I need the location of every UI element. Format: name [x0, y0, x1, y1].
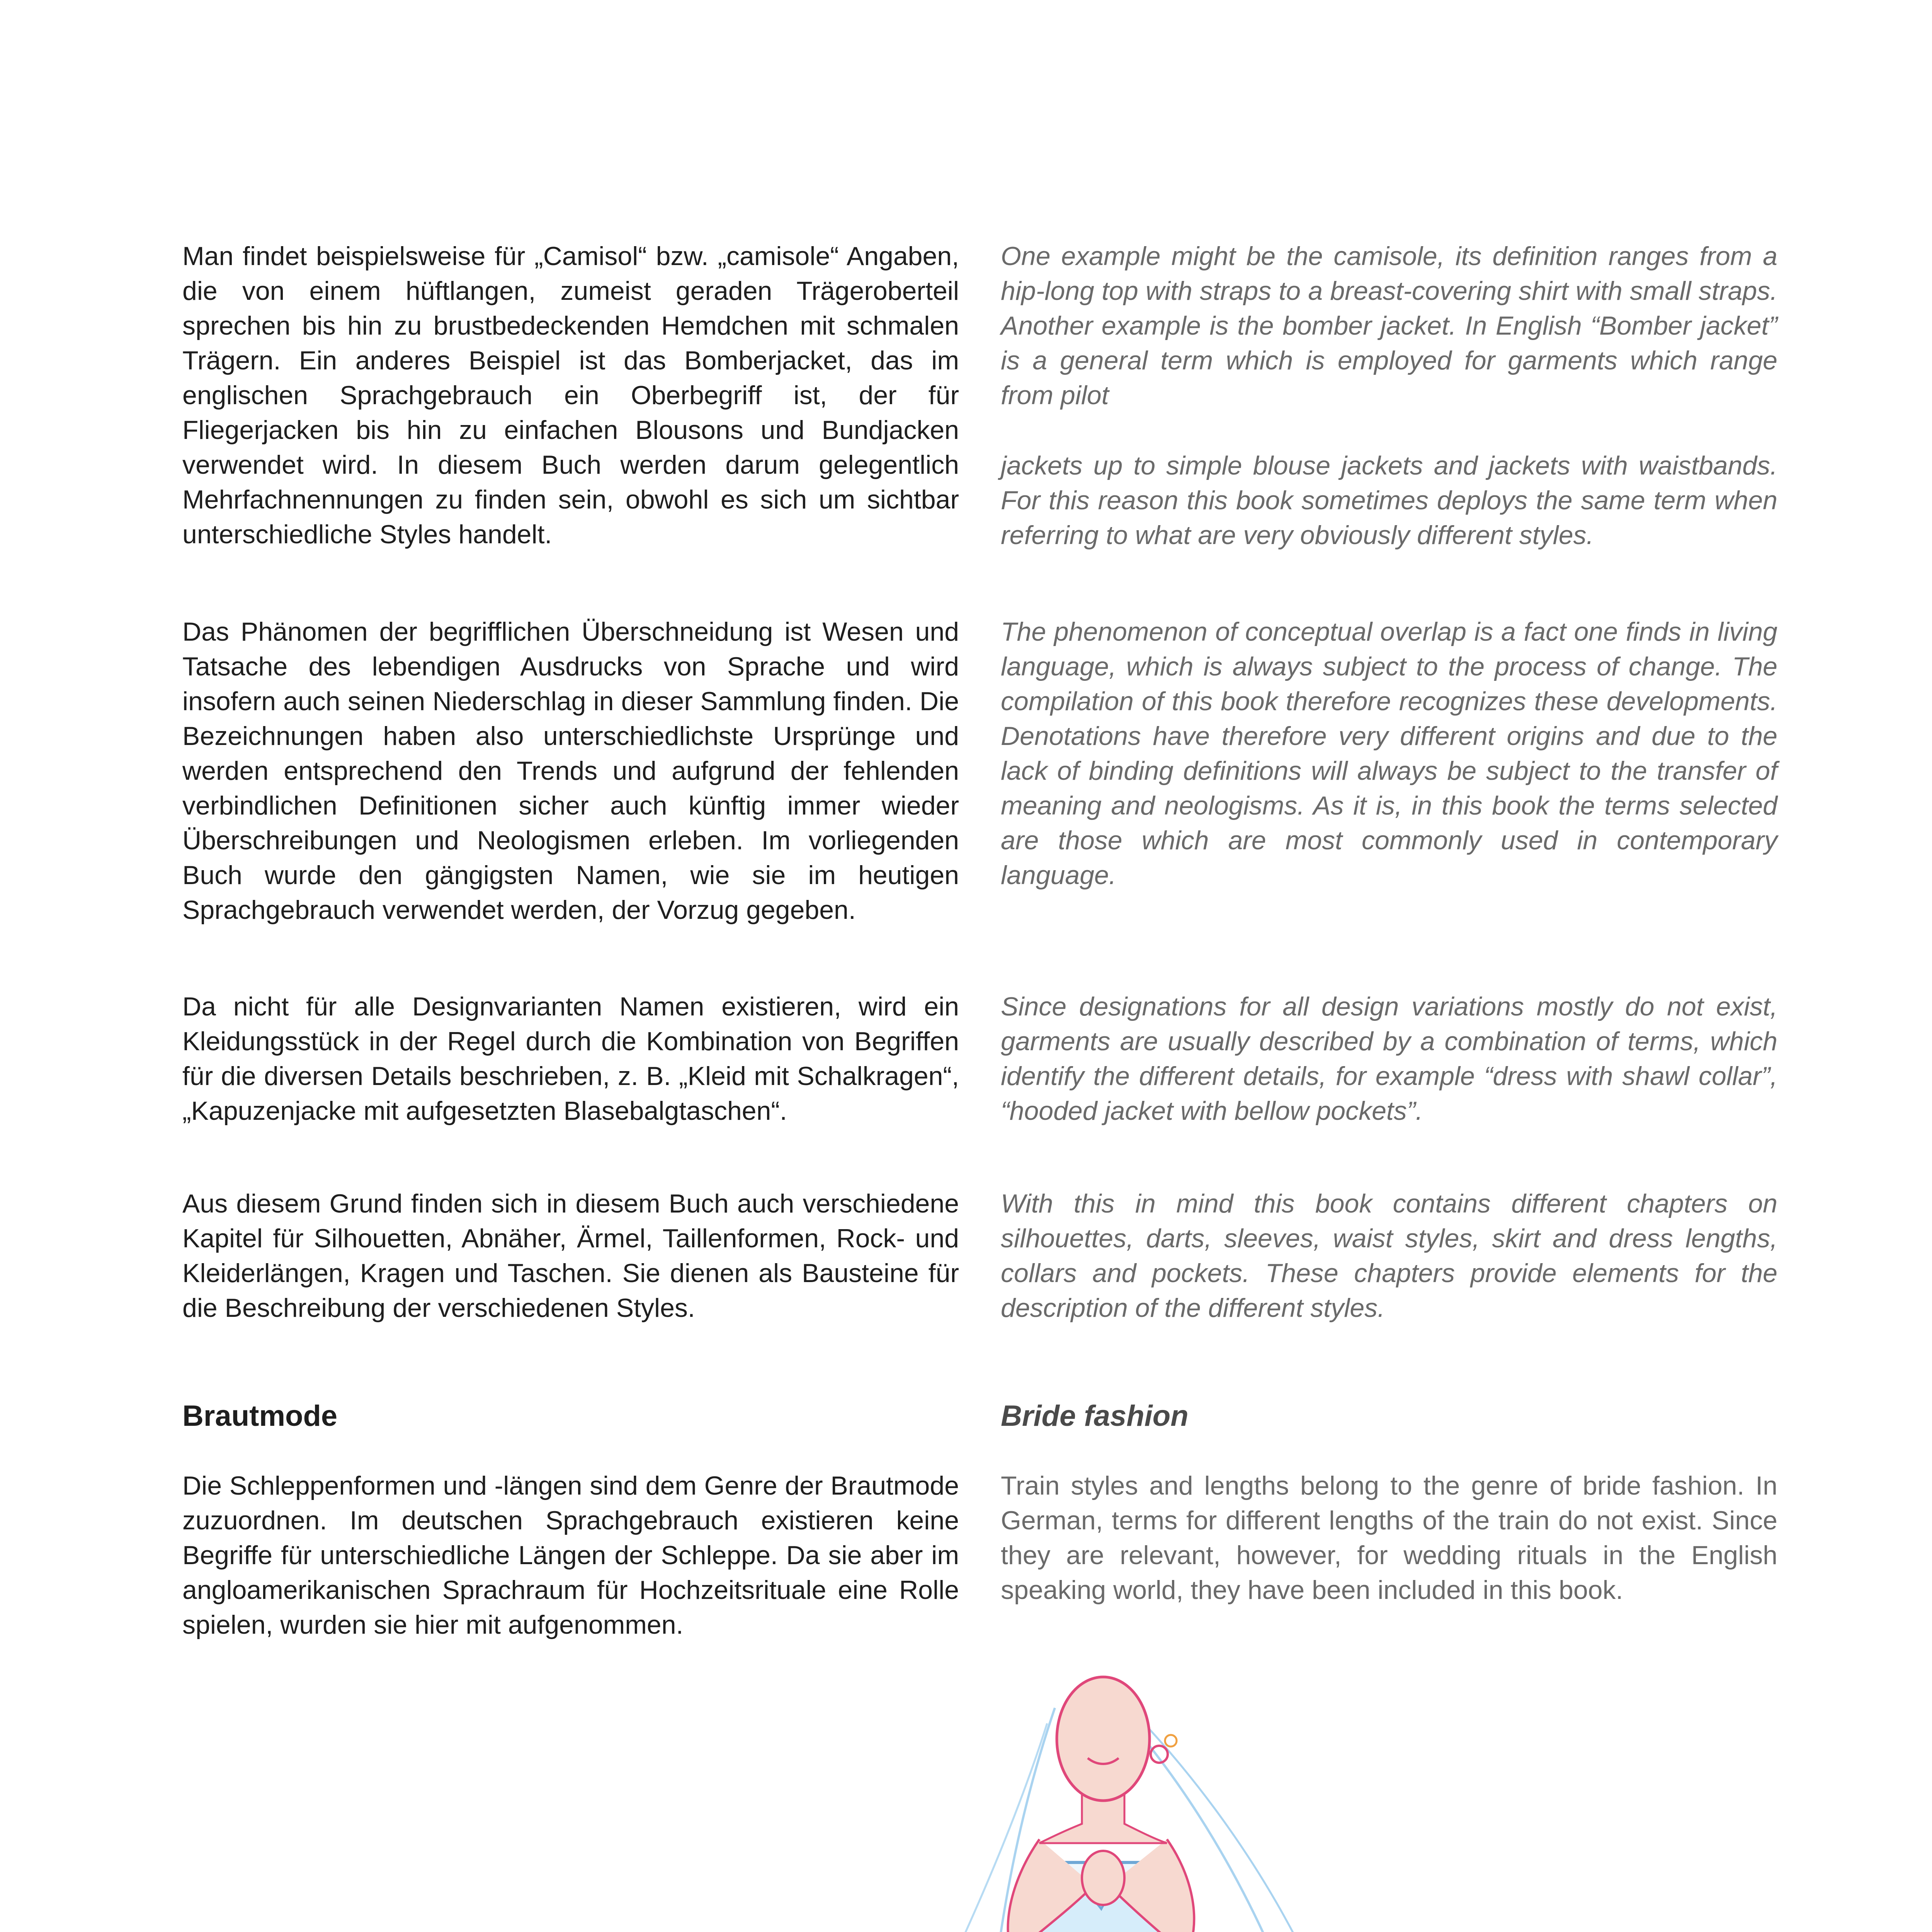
en-heading-bride-fashion: Bride fashion — [1001, 1400, 1189, 1432]
en-paragraph-chapters: With this in mind this book contains different chapters on silhouettes, darts, sleeves, waist styles, skirt and dress lengths, collars and pockets. These chapters provide elements for the description of the different styles. — [1001, 1189, 1777, 1323]
de-paragraph-overlap: Das Phänomen der begrifflichen Überschneidung ist Wesen und Tatsache des lebendigen Ausdrucks von Sprache und wird insofern auch seinen Niederschlag in dieser Sammlung finden. Die Bezeichnungen haben also unterschiedlichste Ursprünge und werden entsprechend den Trends und aufgrund der fehlenden verbindlichen Definitionen sicher auch künftig immer wieder Überschreibungen und Neologismen erleben. Im vorliegenden Buch wurde den gängigsten Namen, wie sie im heutigen Sprachgebrauch verwendet werden, der Vorzug gegeben. — [182, 617, 959, 925]
en-paragraph-overlap: The phenomenon of conceptual overlap is a fact one finds in living language, which is always subject to the process of change. The compilation of this book therefore recognizes these developments. Denotations have therefore very different origins and due to the lack of binding definitions will always be subject to the transfer of meaning and neologisms. As it is, in this book the terms selected are those which are most commonly used in contemporary language. — [1001, 617, 1777, 890]
de-paragraph-camisole: Man findet beispielsweise für „Camisol“ bzw. „camisole“ Angaben, die von einem hüftlangen, zumeist geraden Trägeroberteil sprechen bis hin zu brustbedeckenden Hemdchen mit schmalen Trägern. Ein anderes Beispiel ist das Bomberjacket, das im englischen Sprachgebrauch ein Oberbegriff ist, der für Fliegerjacken bis hin zu einfachen Blousons und Bundjacken verwendet wird. In diesem Buch werden darum gelegentlich Mehrfachnennungen zu finden sein, obwohl es sich um sichtbar unterschiedliche Styles handelt. — [182, 242, 959, 549]
en-paragraph-camisole-b: jackets up to simple blouse jackets and jackets with waistbands. For this reason this book sometimes deploys the same term when referring to what are very obviously different styles. — [1001, 451, 1777, 550]
de-paragraph-brautmode: Die Schleppenformen und -längen sind dem Genre der Brautmode zuzuordnen. Im deutschen Sprachgebrauch existieren keine Begriffe für unterschiedliche Längen der Schleppe. Da sie aber im angloamerikanischen Sprachraum für Hochzeitsrituale eine Rolle spielen, wurden sie hier mit aufgenommen. — [182, 1471, 959, 1639]
en-paragraph-camisole-a: One example might be the camisole, its definition ranges from a hip-long top with straps to a breast-covering shirt with small straps. Another example is the bomber jacket. In English “Bomber jacket” is a general term which is employed for garments which range from pilot — [1001, 242, 1777, 410]
de-heading-brautmode: Brautmode — [182, 1400, 338, 1432]
de-paragraph-designations: Da nicht für alle Designvarianten Namen existieren, wird ein Kleidungsstück in der Regel durch die Kombination von Begriffen für die diversen Details beschrieben, z. B. „Kleid mit Schalkragen“, „Kapuzenjacke mit aufgesetzten Blasebalgtaschen“. — [182, 992, 959, 1126]
en-paragraph-bride-fashion: Train styles and lengths belong to the genre of bride fashion. In German, terms for different lengths of the train do not exist. Since they are relevant, however, for wedding rituals in the English speaking world, they have been included in this book. — [1001, 1471, 1777, 1605]
en-paragraph-designations: Since designations for all design variations mostly do not exist, garments are usually described by a combination of terms, which identify the different details, for example “dress with shawl collar”, “hooded jacket with bellow pockets”. — [1001, 992, 1777, 1126]
bride-dress-illustration — [444, 1662, 1797, 1932]
de-paragraph-chapters: Aus diesem Grund finden sich in diesem Buch auch verschiedene Kapitel für Silhouetten, Abnäher, Ärmel, Taillenformen, Rock- und Kleiderlängen, Kragen und Taschen. Sie dienen als Bausteine für die Beschreibung der verschiedenen Styles. — [182, 1189, 959, 1323]
